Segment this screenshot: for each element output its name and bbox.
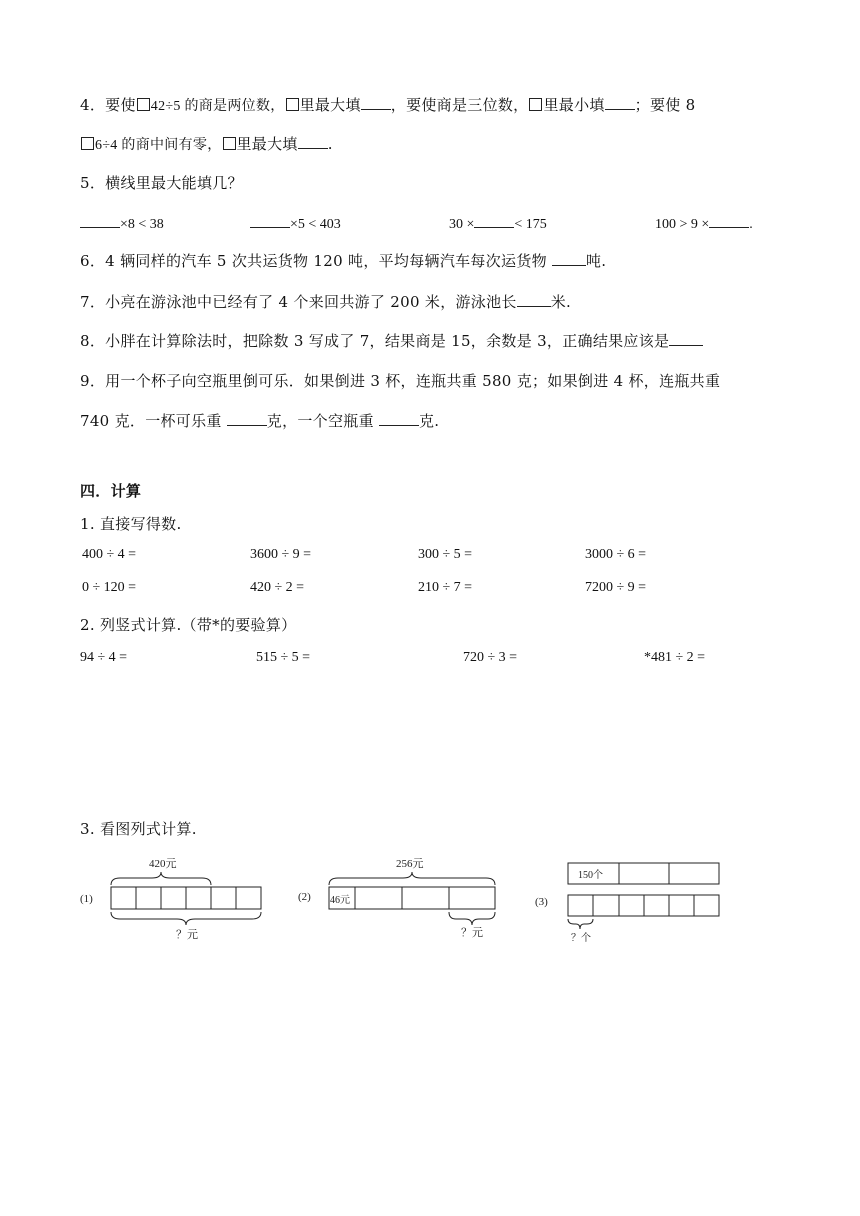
question-9-line-2 bbox=[80, 410, 439, 431]
text: 米. bbox=[550, 293, 572, 311]
text: 克. bbox=[418, 412, 440, 430]
mental-calc-item: 0 ÷ 120 = bbox=[82, 580, 137, 595]
figure-2-cell-label: 46元 bbox=[330, 895, 350, 906]
text: . bbox=[327, 135, 333, 153]
figure-2-label: (2) bbox=[298, 891, 311, 903]
blank-square-icon bbox=[286, 98, 299, 111]
question-number: 9． bbox=[80, 372, 106, 390]
figure-2-bars bbox=[329, 887, 495, 909]
inequality: ×5 < 403 bbox=[290, 217, 341, 232]
answer-blank[interactable] bbox=[250, 213, 290, 228]
answer-blank[interactable] bbox=[298, 134, 328, 149]
blank-square-icon bbox=[223, 137, 236, 150]
math: 42 bbox=[150, 99, 166, 114]
question-9-line-1 bbox=[80, 370, 720, 391]
text: 克，一个空瓶重 bbox=[266, 412, 374, 430]
part-2-title: 2. 列竖式计算.（带*的要验算） bbox=[80, 616, 297, 634]
vertical-calc-item: 515 ÷ 5 = bbox=[256, 650, 311, 665]
q5-item-1 bbox=[80, 213, 164, 233]
q5-item-4 bbox=[655, 213, 753, 233]
text: 4 的商中间有零， bbox=[110, 138, 222, 153]
text: 里最大填 bbox=[236, 135, 298, 153]
divide-sign: ÷ bbox=[165, 99, 174, 114]
q5-item-3 bbox=[449, 213, 547, 233]
diagram-figures bbox=[0, 840, 860, 960]
text: ；要使 8 bbox=[634, 96, 696, 114]
figure-1-top-brace bbox=[111, 872, 211, 885]
question-4-line-2 bbox=[80, 133, 333, 154]
mental-calc-item: 300 ÷ 5 = bbox=[418, 547, 473, 562]
question-text: 4 辆同样的汽车 5 次共运货物 120 吨，平均每辆汽车每次运货物 bbox=[105, 252, 547, 270]
question-text: 横线里最大能填几？ bbox=[105, 174, 243, 192]
vertical-calc-item: *481 ÷ 2 = bbox=[644, 650, 706, 665]
figure-3-cell-label: 150个 bbox=[578, 870, 603, 881]
mental-calc-item: 210 ÷ 7 = bbox=[418, 580, 473, 595]
answer-blank[interactable] bbox=[709, 213, 749, 228]
question-number: 8． bbox=[80, 332, 106, 350]
mental-calc-item: 400 ÷ 4 = bbox=[82, 547, 137, 562]
figure-1-bottom-brace bbox=[111, 912, 261, 925]
section-title: 四．计算 bbox=[80, 482, 142, 500]
text: 吨. bbox=[586, 252, 607, 270]
figure-1-bottom-label: ？元 bbox=[176, 929, 198, 941]
text: 里最大填 bbox=[299, 96, 361, 114]
mental-calc-item: 3000 ÷ 6 = bbox=[585, 547, 647, 562]
figure-1-bars bbox=[111, 887, 261, 909]
question-5 bbox=[80, 172, 243, 193]
answer-blank[interactable] bbox=[80, 213, 120, 228]
blank-square-icon bbox=[529, 98, 542, 111]
part-3-title: 3. 看图列式计算. bbox=[80, 820, 197, 838]
inequality: 30 × bbox=[449, 217, 475, 232]
vertical-calc-item: 94 ÷ 4 = bbox=[80, 650, 128, 665]
question-text: 小亮在游泳池中已经有了 4 个来回共游了 200 米，游泳池长 bbox=[105, 293, 517, 311]
divide-sign: ÷ bbox=[102, 138, 111, 153]
figure-2-bottom-label: ？元 bbox=[461, 927, 483, 939]
figure-3-bottom-label: ？个 bbox=[571, 933, 591, 944]
figure-3-label: (3) bbox=[535, 896, 548, 908]
answer-blank[interactable] bbox=[227, 411, 267, 426]
question-text: 用一个杯子向空瓶里倒可乐．如果倒进 3 杯，连瓶共重 580 克；如果倒进 4 杯，连瓶共重 bbox=[105, 372, 721, 390]
figure-2-bottom-brace bbox=[449, 912, 495, 925]
q5-item-2 bbox=[250, 213, 341, 233]
mental-calc-item: 3600 ÷ 9 = bbox=[250, 547, 312, 562]
figure-1-top-label: 420元 bbox=[149, 858, 177, 870]
inequality: < 175 bbox=[514, 217, 547, 232]
question-4-line-1 bbox=[80, 94, 695, 115]
inequality: 100 > 9 × bbox=[655, 217, 710, 232]
answer-blank[interactable] bbox=[517, 292, 551, 307]
figure-2-top-brace bbox=[329, 872, 495, 885]
figure-2-top-label: 256元 bbox=[396, 858, 424, 870]
question-number: 4． bbox=[80, 96, 106, 114]
blank-square-icon bbox=[81, 137, 94, 150]
math: 6 bbox=[95, 138, 103, 153]
vertical-calc-item: 720 ÷ 3 = bbox=[463, 650, 518, 665]
mental-calc-item: 420 ÷ 2 = bbox=[250, 580, 305, 595]
figure-3-bottom-bars bbox=[568, 895, 719, 916]
part-1-title: 1. 直接写得数. bbox=[80, 515, 182, 533]
answer-blank[interactable] bbox=[379, 411, 419, 426]
answer-blank[interactable] bbox=[552, 251, 586, 266]
text: 740 克．一杯可乐重 bbox=[80, 412, 222, 430]
answer-blank[interactable] bbox=[361, 95, 391, 110]
answer-blank[interactable] bbox=[605, 95, 635, 110]
question-7 bbox=[80, 291, 571, 312]
inequality: ×8 < 38 bbox=[120, 217, 164, 232]
question-8 bbox=[80, 330, 703, 351]
text: ，要使商是三位数， bbox=[390, 96, 529, 114]
answer-blank[interactable] bbox=[669, 331, 703, 346]
question-number: 5． bbox=[80, 174, 106, 192]
figure-3-bottom-brace bbox=[568, 919, 593, 929]
blank-square-icon bbox=[137, 98, 150, 111]
text: 里最小填 bbox=[543, 96, 605, 114]
question-number: 7． bbox=[80, 293, 106, 311]
inequality: . bbox=[749, 217, 753, 232]
mental-calc-item: 7200 ÷ 9 = bbox=[585, 580, 647, 595]
question-number: 6． bbox=[80, 252, 106, 270]
answer-blank[interactable] bbox=[474, 213, 514, 228]
figure-1-label: (1) bbox=[80, 893, 93, 905]
question-6 bbox=[80, 250, 606, 271]
question-text: 小胖在计算除法时，把除数 3 写成了 7，结果商是 15，余数是 3，正确结果应该是 bbox=[105, 332, 670, 350]
text: 要使 bbox=[105, 96, 136, 114]
text: 5 的商是两位数， bbox=[173, 99, 285, 114]
